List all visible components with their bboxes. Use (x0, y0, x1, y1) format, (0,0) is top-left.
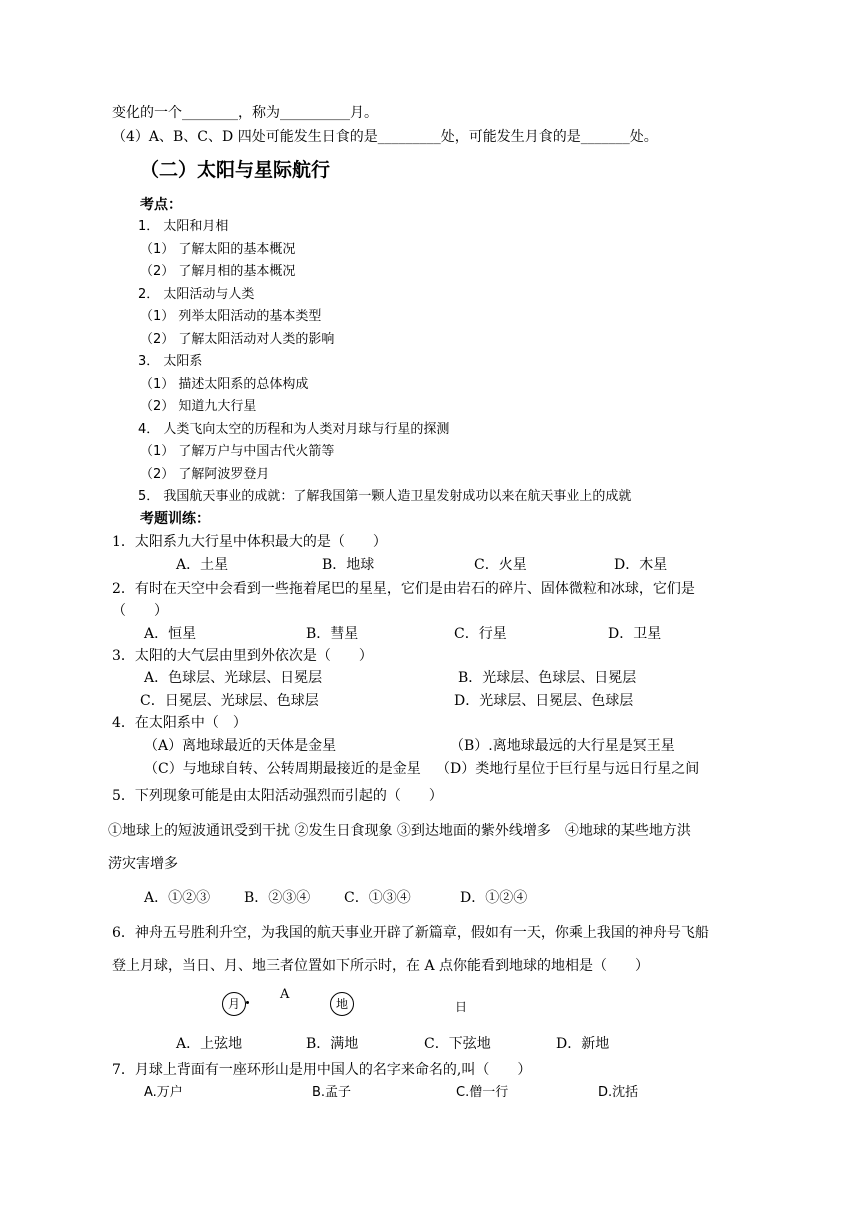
kaodian-item: （2） 了解太阳活动对人类的影响 (140, 332, 335, 347)
q3-option-b: B．光球层、色球层、日冕层 (458, 670, 637, 686)
q7-option-b: B.孟子 (312, 1085, 352, 1100)
q5-line-2: 涝灾害增多 (108, 856, 178, 872)
q3-option-d: D．光球层、日冕层、色球层 (454, 693, 634, 709)
earth-circle: 地 (330, 992, 354, 1016)
q5-line-1: ①地球上的短波通讯受到干扰 ②发生日食现象 ③到达地面的紫外线增多 ④地球的某些地方洪 (108, 823, 691, 839)
point-a-dot (246, 1001, 249, 1004)
q4-stem: 4．在太阳系中（ ） (112, 715, 247, 731)
kaodian-item: （2） 了解阿波罗登月 (140, 467, 270, 482)
q3-stem: 3．太阳的大气层由里到外依次是（ ） (112, 648, 373, 664)
q5-option-b: B．②③④ (244, 890, 311, 906)
q2-option-b: B．彗星 (306, 626, 359, 642)
sun-label: 日 (455, 1000, 468, 1014)
q4-option-b: （B）.离地球最远的大行星是冥王星 (450, 738, 675, 754)
q7-option-c: C.僧一行 (456, 1085, 509, 1100)
kaodian-item: 4． 人类飞向太空的历程和为人类对月球与行星的探测 (138, 422, 450, 437)
kaodian-item: （1） 了解太阳的基本概况 (140, 242, 296, 257)
kaodian-item: （1） 了解万户与中国古代火箭等 (140, 444, 335, 459)
point-a-label: A (280, 987, 290, 1002)
q3-option-c: C．日冕层、光球层、色球层 (140, 693, 319, 709)
q6-line-2: 登上月球，当日、月、地三者位置如下所示时，在 A 点你能看到地球的地相是（ ） (112, 958, 650, 974)
kaodian-item: 3． 太阳系 (138, 354, 203, 369)
q1-option-c: C．火星 (474, 557, 527, 573)
kaodian-item: （2） 了解月相的基本概况 (140, 264, 296, 279)
q1-option-a: A．土星 (176, 557, 229, 573)
q5-option-d: D．①②④ (460, 890, 528, 906)
q2-option-a: A．恒星 (144, 626, 197, 642)
q2-stem-2: （ ） (112, 603, 168, 619)
q3-option-a: A．色球层、光球层、日冕层 (144, 670, 323, 686)
q5-option-a: A．①②③ (144, 890, 211, 906)
q2-stem: 2．有时在天空中会看到一些拖着尾巴的星星，它们是由岩石的碎片、固体微粒和冰球，它们是 (112, 581, 695, 597)
kaodian-item: 2． 太阳活动与人类 (138, 287, 255, 302)
kaodian-item: 1． 太阳和月相 (138, 219, 229, 234)
kaodian-item: （2） 知道九大行星 (140, 399, 257, 414)
kaodian-item: （1） 描述太阳系的总体构成 (140, 377, 309, 392)
q5-stem: 5．下列现象可能是由太阳活动强烈而引起的（ ） (112, 788, 443, 804)
q6-option-c: C．下弦地 (424, 1036, 491, 1052)
q5-option-c: C．①③④ (344, 890, 411, 906)
kaodian-title: 考点： (140, 197, 182, 213)
training-title: 考题训练： (140, 511, 210, 527)
q4-option-c: （C）与地球自转、公转周期最接近的是金星 (144, 761, 421, 777)
q6-option-b: B．满地 (306, 1036, 359, 1052)
section-title: （二）太阳与星际航行 (140, 159, 331, 181)
top-line-2: （4）A、B、C、D 四处可能发生日食的是_________处，可能发生月食的是_______处。 (112, 129, 658, 145)
q1-stem: 1．太阳系九大行星中体积最大的是（ ） (112, 534, 387, 550)
kaodian-item: （1） 列举太阳活动的基本类型 (140, 309, 322, 324)
q6-option-a: A．上弦地 (176, 1036, 243, 1052)
q7-option-a: A.万户 (144, 1085, 183, 1100)
q2-option-c: C．行星 (454, 626, 507, 642)
q7-option-d: D.沈括 (598, 1085, 639, 1100)
q7-stem: 7．月球上背面有一座环形山是用中国人的名字来命名的,叫（ ） (112, 1062, 532, 1078)
kaodian-item: 5． 我国航天事业的成就：了解我国第一颗人造卫星发射成功以来在航天事业上的成就 (138, 489, 632, 504)
moon-circle: 月 (222, 992, 246, 1016)
q6-option-d: D．新地 (556, 1036, 610, 1052)
q1-option-d: D．木星 (614, 557, 668, 573)
top-line-1: 变化的一个________，称为__________月。 (112, 105, 378, 121)
q6-line-1: 6．神舟五号胜利升空，为我国的航天事业开辟了新篇章，假如有一天，你乘上我国的神舟号飞船 (112, 925, 709, 941)
q4-option-d: （D）类地行星位于巨行星与远日行星之间 (436, 761, 700, 777)
q1-option-b: B．地球 (322, 557, 375, 573)
q4-option-a: （A）离地球最近的天体是金星 (144, 738, 337, 754)
q2-option-d: D．卫星 (608, 626, 662, 642)
